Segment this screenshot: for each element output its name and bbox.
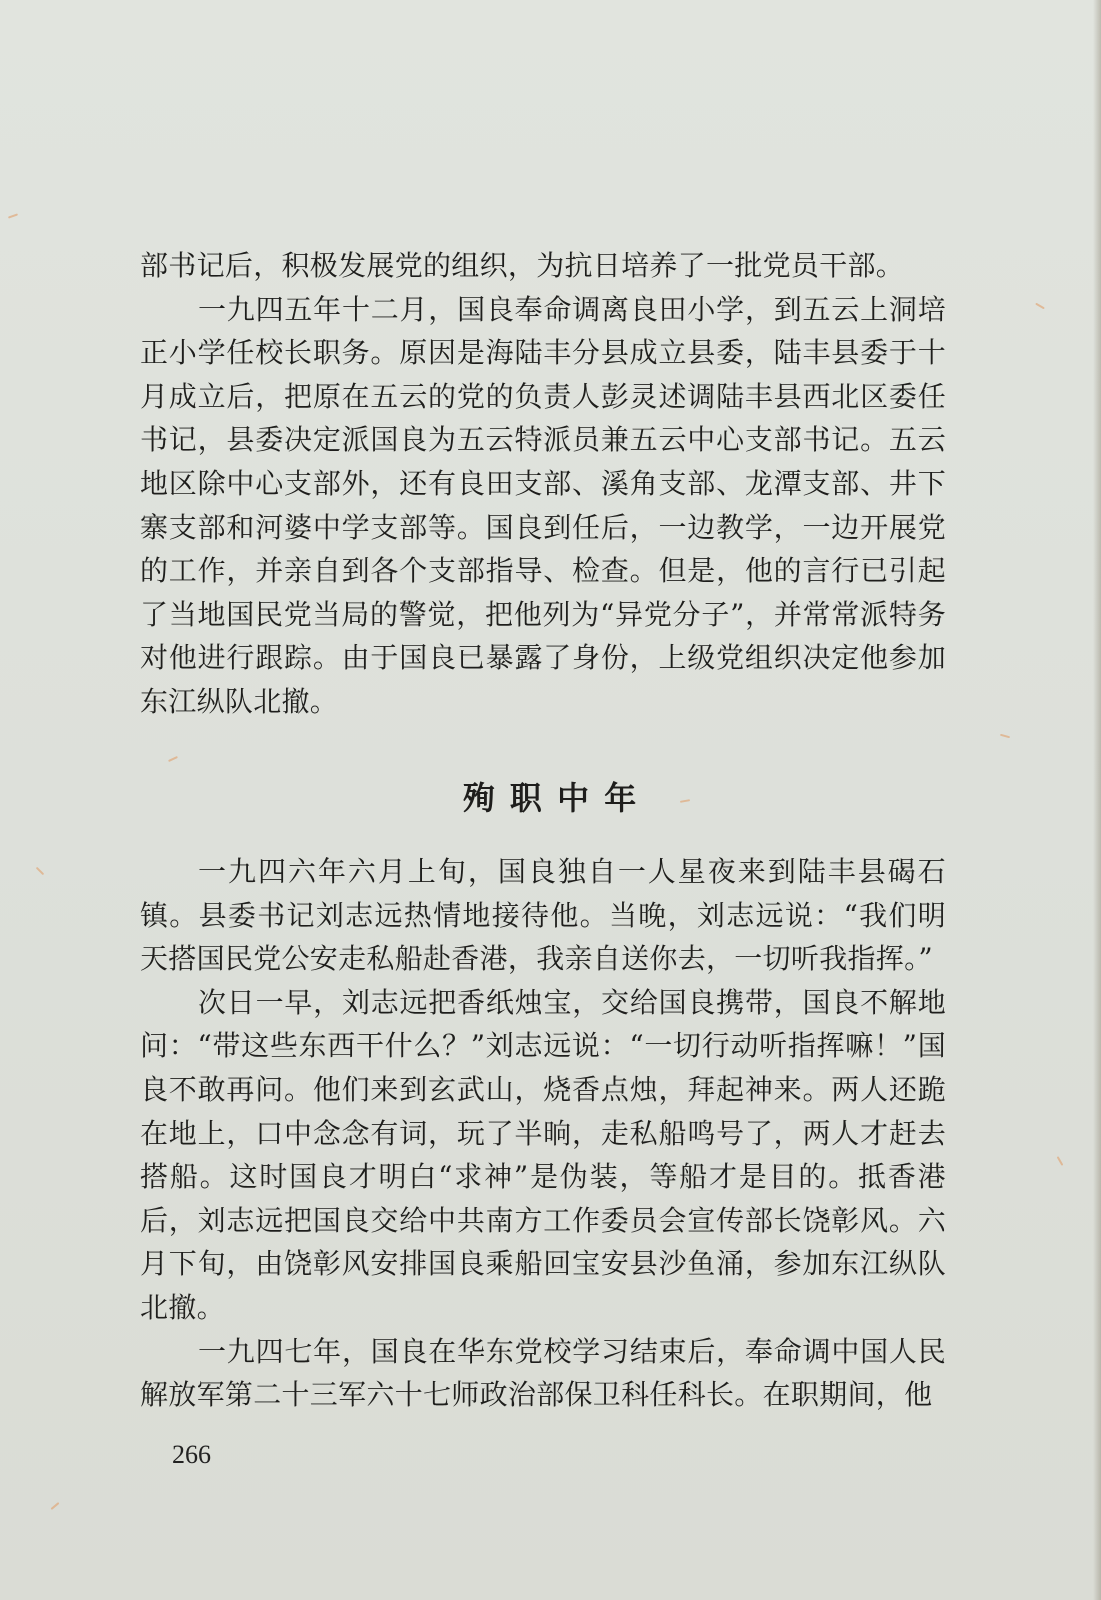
paragraph: 一九四六年六月上旬，国良独自一人星夜来到陆丰县碣石镇。县委书记刘志远热情地接待他。当晚，刘志远说：“我们明天搭国民党公安走私船赴香港，我亲自送你去，一切听我指挥。”: [140, 855, 946, 976]
section-before-heading: [140, 244, 946, 724]
section-heading: 殉 职 中 年: [462, 779, 639, 817]
paper-fleck: [51, 1502, 60, 1510]
paper-fleck: [1057, 1156, 1064, 1166]
paragraph: 一九四七年，国良在华东党校学习结束后，奉命调中国人民解放军第二十三军六十七师政治部保卫科任科长。在职期间，他: [140, 1334, 946, 1412]
paper-fleck: [8, 213, 18, 218]
paper-fleck: [168, 756, 178, 762]
section-after-heading: [140, 850, 946, 1417]
paper-fleck: [1000, 734, 1010, 739]
paragraph-continuation: 部书记后，积极发展党的组织，为抗日培养了一批党员干部。: [140, 249, 905, 282]
paper-fleck: [1035, 303, 1045, 310]
page-number: 266: [172, 1440, 211, 1469]
paragraph: 次日一早，刘志远把香纸烛宝，交给国良携带，国良不解地问：“带这些东西干什么？”刘志远说：“一切行动听指挥嘛！”国良不敢再问。他们来到玄武山，烧香点烛，拜起神来。两人还跪在地上，口中念念有词，玩了半晌，走私船鸣号了，两人才赶去搭船。这时国良才明白“求神”是伪装，等船才是目的。抵香港后，刘志远把国良交给中共南方工作委员会宣传部长饶彰风。六月下旬，由饶彰风安排国良乘船回宝安县沙鱼涌，参加东江纵队北撤。: [140, 985, 946, 1324]
paragraph: 一九四五年十二月，国良奉命调离良田小学，到五云上洞培正小学任校长职务。原因是海陆丰分县成立县委，陆丰县委于十月成立后，把原在五云的党的负责人彭灵述调陆丰县西北区委任书记，县委决定派国良为五云特派员兼五云中心支部书记。五云地区除中心支部外，还有良田支部、溪角支部、龙潭支部、井下寨支部和河婆中学支部等。国良到任后，一边教学，一边开展党的工作，并亲自到各个支部指导、检查。但是，他的言行已引起了当地国民党当局的警觉，把他列为“异党分子”，并常常派特务对他进行跟踪。由于国良已暴露了身份，上级党组织决定他参加东江纵队北撤。: [140, 292, 946, 718]
paper-fleck: [36, 867, 44, 875]
